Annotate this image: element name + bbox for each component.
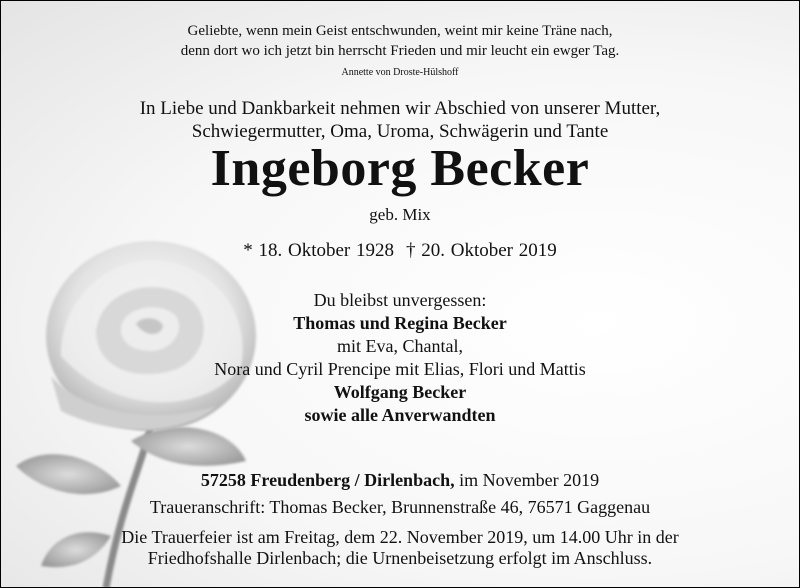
ceremony-info [1,527,799,569]
death-date: † 20. Oktober 2019 [406,240,557,261]
place-month: im November 2019 [459,470,600,490]
mourners-block [1,289,799,427]
ceremony-line: Friedhofshalle Dirlenbach; die Urnenbeisetzung erfolgt im Anschluss. [147,548,653,568]
mourner-line: sowie alle Anverwandten [304,405,496,425]
mourner-line: mit Eva, Chantal, [337,336,463,356]
mourner-line: Nora und Cyril Prencipe mit Elias, Flori und Mattis [214,359,586,379]
motto-line: Geliebte, wenn mein Geist entschwunden, weint mir keine Träne nach, [187,23,613,39]
motto-line: denn dort wo ich jetzt bin herrscht Frieden und mir leucht ein ewger Tag. [180,43,620,59]
birth-date: * 18. Oktober 1928 [243,240,394,261]
place-location: 57258 Freudenberg / Dirlenbach, [200,470,455,490]
mourner-line: Thomas und Regina Becker [293,313,507,333]
motto [1,21,799,61]
intro-text [1,97,799,143]
place-date [1,470,799,491]
mourning-address: Traueranschrift: Thomas Becker, Brunnenstraße 46, 76571 Gaggenau [149,497,651,517]
motto-author: Annette von Droste-Hülshoff [341,67,459,78]
intro-line: In Liebe und Dankbarkeit nehmen wir Abschied von unserer Mutter, [139,98,661,119]
ceremony-line: Die Trauerfeier ist am Freitag, dem 22. November 2019, um 14.00 Uhr in der [121,527,679,547]
life-dates [1,240,799,262]
intro-line: Schwiegermutter, Oma, Uroma, Schwägerin und Tante [191,121,609,142]
mourner-line: Wolfgang Becker [333,382,467,402]
deceased-name: Ingeborg Becker [210,140,590,197]
mourners-heading: Du bleibst unvergessen: [313,290,487,310]
birth-name: geb. Mix [369,205,431,224]
